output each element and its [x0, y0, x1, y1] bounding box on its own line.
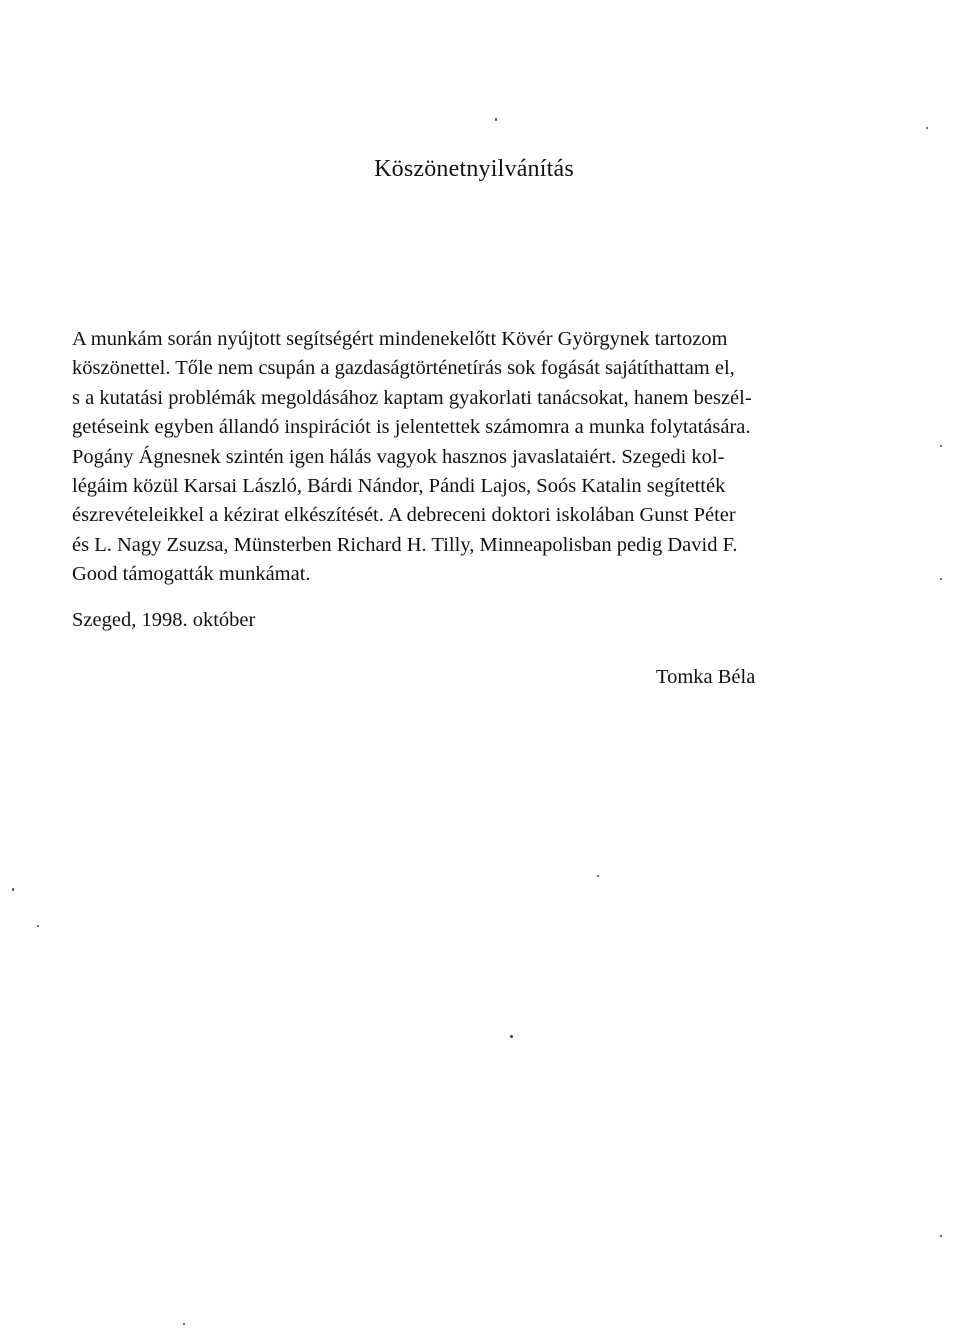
scan-speck	[597, 875, 599, 877]
scan-speck	[940, 445, 942, 447]
scan-speck	[940, 1235, 942, 1237]
paragraph-line: s a kutatási problémák megoldásához kaptam gyakorlati tanácsokat, hanem beszél-	[72, 386, 752, 409]
paragraph-line: légáim közül Karsai László, Bárdi Nándor, Pándi Lajos, Soós Katalin segítették	[72, 474, 726, 497]
dateline: Szeged, 1998. október	[72, 609, 256, 631]
scan-speck	[183, 1323, 185, 1325]
paragraph-line: és L. Nagy Zsuzsa, Münsterben Richard H. Tilly, Minneapolisban pedig David F.	[72, 533, 738, 556]
paragraph-line: észrevételeikkel a kézirat elkészítését. A debreceni doktori iskolában Gunst Péter	[72, 504, 736, 527]
scan-speck	[495, 118, 497, 121]
paragraph-line: getéseink egyben állandó inspirációt is jelentettek számomra a munka folytatására.	[72, 416, 751, 439]
scan-speck	[510, 1035, 513, 1038]
paragraph-line: Good támogatták munkámat.	[72, 563, 311, 586]
page-title: Köszönetnyilvánítás	[374, 156, 574, 182]
paragraph-line: köszönettel. Tőle nem csupán a gazdaságtörténetírás sok fogását sajátíthattam el,	[72, 357, 735, 380]
author-signature: Tomka Béla	[656, 666, 756, 688]
scan-speck	[37, 925, 39, 927]
paragraph-line: A munkám során nyújtott segítségért mindenekelőtt Kövér Györgynek tartozom	[72, 328, 728, 350]
scan-speck	[926, 127, 928, 129]
scan-speck	[940, 578, 942, 580]
scan-speck	[12, 888, 14, 891]
acknowledgement-paragraph	[72, 325, 872, 590]
paragraph-line: Pogány Ágnesnek szintén igen hálás vagyok hasznos javaslataiért. Szegedi kol-	[72, 445, 725, 468]
